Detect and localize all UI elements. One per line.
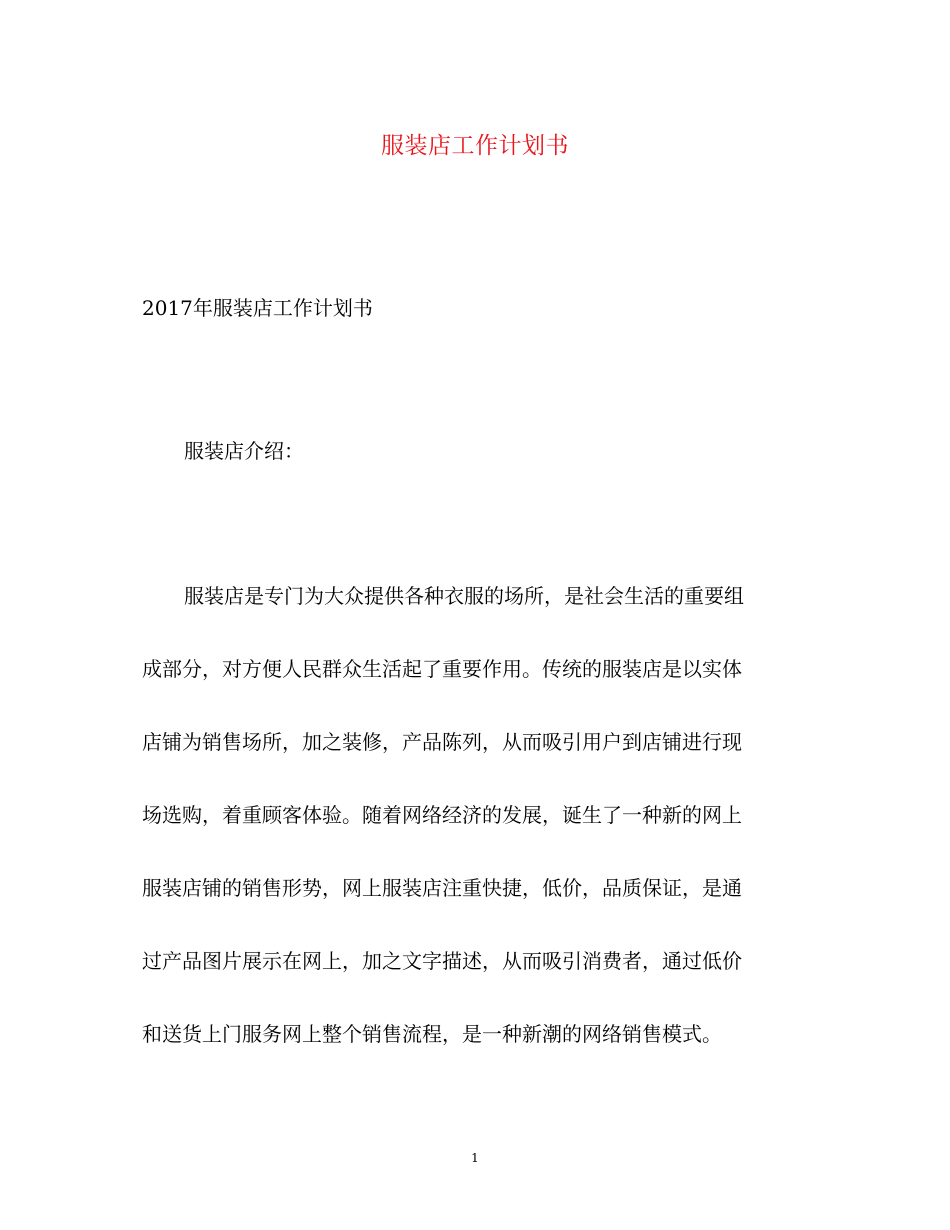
paragraph-line: 和送货上门服务网上整个销售流程，是一种新潮的网络销售模式。 <box>142 1022 722 1046</box>
document-subtitle: 2017年服装店工作计划书 <box>142 296 373 320</box>
paragraph-line: 服装店铺的销售形势，网上服装店注重快捷，低价，品质保证，是通 <box>142 876 742 900</box>
paragraph-line: 过产品图片展示在网上，加之文字描述，从而吸引消费者，通过低价 <box>142 949 742 973</box>
paragraph-line: 场选购，着重顾客体验。随着网络经济的发展，诞生了一种新的网上 <box>142 803 742 827</box>
paragraph-line: 成部分，对方便人民群众生活起了重要作用。传统的服装店是以实体 <box>142 657 742 681</box>
intro-paragraph <box>142 576 797 1087</box>
page-number: 1 <box>471 1151 479 1165</box>
document-title: 服装店工作计划书 <box>381 133 569 159</box>
paragraph-line: 服装店是专门为大众提供各种衣服的场所，是社会生活的重要组 <box>184 584 744 608</box>
section-heading: 服装店介绍： <box>184 439 304 463</box>
paragraph-line: 店铺为销售场所，加之装修，产品陈列，从而吸引用户到店铺进行现 <box>142 730 742 754</box>
